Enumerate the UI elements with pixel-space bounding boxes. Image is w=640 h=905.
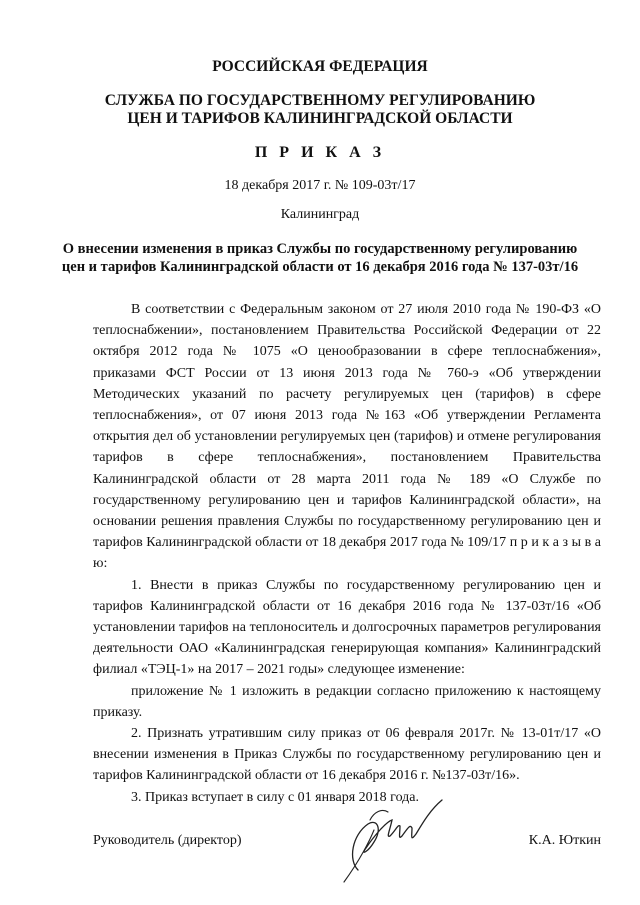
date-number: 18 декабря 2017 г. № 109-03т/17 — [224, 178, 416, 193]
item-3-paragraph: 3. Приказ вступает в силу с 01 января 2018 года. — [131, 789, 420, 805]
city: Калининград — [280, 207, 360, 222]
country-heading: РОССИЙСКАЯ ФЕДЕРАЦИЯ — [212, 58, 428, 75]
signatory-position: Руководитель (директор) — [93, 833, 242, 848]
handwritten-signature — [330, 790, 460, 890]
item-1-sub-paragraph: приложение № 1 изложить в редакции согласно приложению к настоящему приказу. — [93, 683, 601, 720]
signatory-name: К.А. Юткин — [528, 833, 601, 848]
subject-line1: О внесении изменения в приказ Службы по государственному регулированию — [62, 241, 578, 257]
agency-heading-line2: ЦЕН И ТАРИФОВ КАЛИНИНГРАДСКОЙ ОБЛАСТИ — [127, 110, 513, 127]
subject-line2: цен и тарифов Калининградской области от 16 декабря 2016 года № 137-03т/16 — [61, 259, 579, 275]
preamble-paragraph: В соответствии с Федеральным законом от 27 июля 2010 года № 190-ФЗ «О теплоснабжении», постановлением Правительства Российской Федерации от 22 октября 2012 года № 1075 «О ценообразовании в сфере теплоснабжения», приказами ФСТ России от 13 июня 2013 года № 760-э «Об утверждении Методических указаний по расчету регулируемых цен (тарифов) в сфере теплоснабжения», от 07 июня 2013 года №163 «Об утверждении Регламента открытия дел об установлении регулируемых цен (тарифов) и отмене регулирования тарифов в сфере теплоснабжения», постановлением Правительства Калининградской области от 28 марта 2011 года № 189 «О Службе по государственному регулированию цен и тарифов Калининградской области», на основании решения правления Службы по государственному регулированию цен и тарифов Калининградской области от 18 декабря 2017 года № 109/17 п р и к а з ы в а ю: — [93, 302, 601, 572]
document-type: П Р И К А З — [254, 144, 386, 161]
item-1-paragraph: 1. Внести в приказ Службы по государственному регулированию цен и тарифов Калининградской области от 16 декабря 2016 года № 137-03т/16 «Об установлении тарифов на теплоноситель и долгосрочных параметров регулирования деятельности ОАО «Калининградская генерирующая компания» Калининградский филиал «ТЭЦ-1» на 2017 – 2021 годы» следующее изменение: — [93, 577, 601, 678]
subject-title — [0, 240, 640, 276]
item-2-paragraph: 2. Признать утратившим силу приказ от 06 февраля 2017г. № 13-01т/17 «О внесении изменения в Приказ Службы по государственному регулированию цен и тарифов Калининградской области от 16 декабря 2016 г. №137-03т/16». — [93, 726, 601, 784]
document-body — [93, 299, 601, 808]
agency-heading-line1: СЛУЖБА ПО ГОСУДАРСТВЕННОМУ РЕГУЛИРОВАНИЮ — [104, 92, 536, 109]
